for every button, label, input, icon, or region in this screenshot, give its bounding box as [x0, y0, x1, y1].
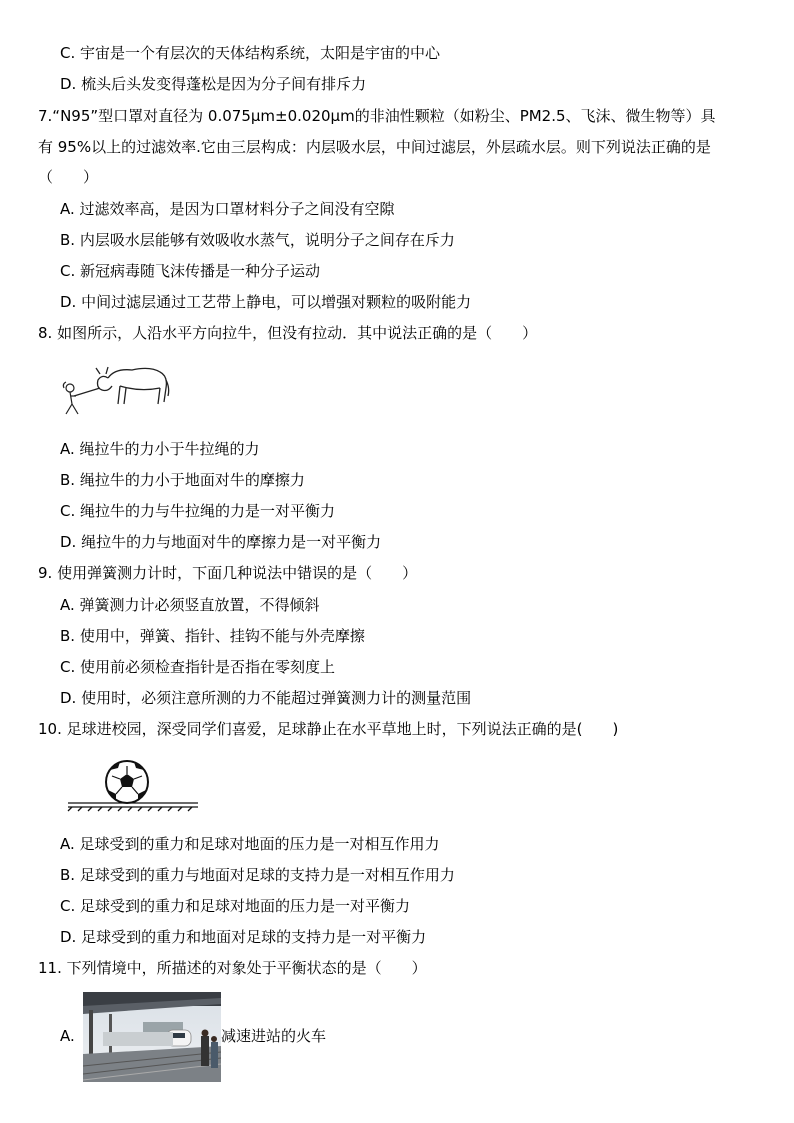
q10-option-d: D. 足球受到的重力和地面对足球的支持力是一对平衡力 [60, 928, 427, 946]
q6-option-d: D. 梳头后头发变得蓬松是因为分子间有排斥力 [60, 75, 367, 93]
q7-stem-line1: 7.“N95”型口罩对直径为 0.075μm±0.020μm的非油性颗粒（如粉尘、PM2.5、飞沫、微生物等）具 [38, 107, 716, 125]
cow-drawing [96, 367, 169, 404]
q7-option-d: D. 中间过滤层通过工艺带上静电，可以增强对颗粒的吸附能力 [60, 293, 472, 311]
q10-option-c: C. 足球受到的重力和足球对地面的压力是一对平衡力 [60, 897, 411, 915]
q10-option-a: A. 足球受到的重力和足球对地面的压力是一对相互作用力 [60, 835, 440, 853]
q11-option-a-text: 减速进站的火车 [221, 1027, 327, 1045]
q8-option-d: D. 绳拉牛的力与地面对牛的摩擦力是一对平衡力 [60, 533, 382, 551]
rope-line [74, 388, 100, 396]
q8-stem: 8. 如图所示，人沿水平方向拉牛，但没有拉动．其中说法正确的是（ ） [38, 324, 538, 342]
person-drawing [63, 382, 78, 414]
q8-option-c: C. 绳拉牛的力与牛拉绳的力是一对平衡力 [60, 502, 336, 520]
q11-option-a-letter: A. [60, 1027, 75, 1045]
q10-option-b: B. 足球受到的重力与地面对足球的支持力是一对相互作用力 [60, 866, 455, 884]
q7-stem-line2: 有 95%以上的过滤效率.它由三层构成：内层吸水层，中间过滤层，外层疏水层。则下列说法正确的是 [38, 138, 711, 156]
q6-option-c: C. 宇宙是一个有层次的天体结构系统，太阳是宇宙的中心 [60, 44, 441, 62]
q9-option-c: C. 使用前必须检查指针是否指在零刻度上 [60, 658, 336, 676]
q7-option-b: B. 内层吸水层能够有效吸收水蒸气，说明分子之间存在斥力 [60, 231, 455, 249]
train-station-photo [83, 992, 221, 1082]
q10-stem: 10. 足球进校园，深受同学们喜爱，足球静止在水平草地上时，下列说法正确的是( ) [38, 720, 619, 738]
q9-option-b: B. 使用中，弹簧、指针、挂钩不能与外壳摩擦 [60, 627, 365, 645]
q9-option-a: A. 弹簧测力计必须竖直放置，不得倾斜 [60, 596, 320, 614]
football-on-ground-figure [66, 756, 200, 812]
person-pulling-cow-figure [60, 358, 172, 420]
q7-option-c: C. 新冠病毒随飞沫传播是一种分子运动 [60, 262, 321, 280]
q8-option-b: B. 绳拉牛的力小于地面对牛的摩擦力 [60, 471, 305, 489]
q7-stem-line3: （ ） [38, 168, 99, 186]
q8-option-a: A. 绳拉牛的力小于牛拉绳的力 [60, 440, 260, 458]
football-drawing [106, 761, 148, 803]
q9-stem: 9. 使用弹簧测力计时，下面几种说法中错误的是（ ） [38, 564, 418, 582]
q7-option-a: A. 过滤效率高，是因为口罩材料分子之间没有空隙 [60, 200, 395, 218]
q11-stem: 11. 下列情境中，所描述的对象处于平衡状态的是（ ） [38, 959, 427, 977]
q9-option-d: D. 使用时，必须注意所测的力不能超过弹簧测力计的测量范围 [60, 689, 472, 707]
ground-drawing [68, 803, 198, 811]
